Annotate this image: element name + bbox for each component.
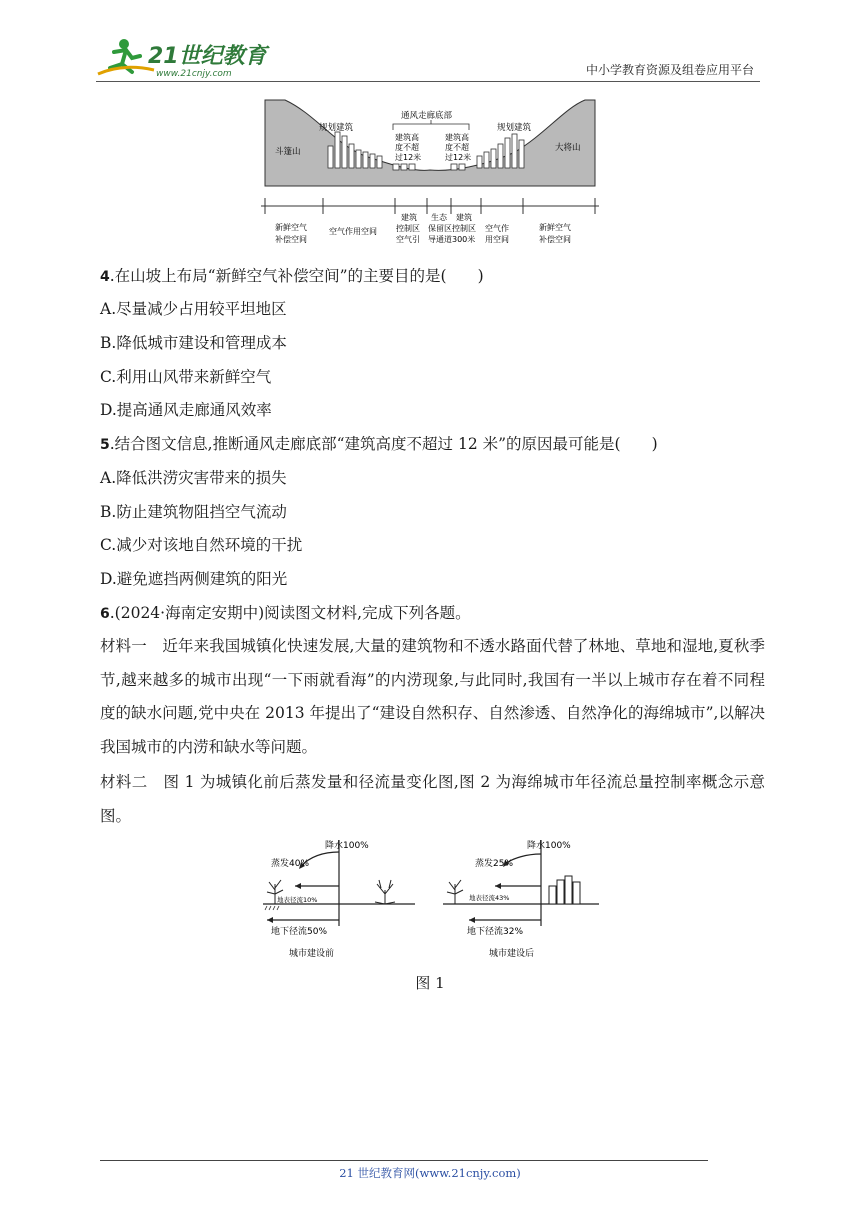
question-5-option-a: A.降低洪涝灾害带来的损失 xyxy=(100,469,287,487)
zone-3-line3: 空气引 xyxy=(396,235,420,244)
limit-left-line3: 过12米 xyxy=(395,153,422,162)
question-5-option-d: D.避免遮挡两侧建筑的阳光 xyxy=(100,570,288,588)
question-4-option-c: C.利用山风带来新鲜空气 xyxy=(100,368,272,386)
left-building-label: 规划建筑 xyxy=(319,123,354,133)
zone-5-line1: 建筑 xyxy=(456,213,472,222)
zone-6-line2: 用空间 xyxy=(485,235,509,244)
zone-1-line2: 补偿空间 xyxy=(275,235,307,244)
zone-7-line1: 新鲜空气 xyxy=(539,223,571,232)
zone-5-line2: 控制区 xyxy=(452,224,476,233)
after-label: 城市建设后 xyxy=(489,949,535,959)
before-surface: 地表径流10% xyxy=(277,896,318,904)
site-logo xyxy=(96,36,296,80)
question-5-stem: 5.结合图文信息,推断通风走廊底部“建筑高度不超过 12 米”的原因最可能是( ) xyxy=(100,435,658,453)
limit-left-line1: 建筑高 xyxy=(395,133,419,142)
after-precip: 降水100% xyxy=(527,841,571,851)
before-precip: 降水100% xyxy=(325,841,369,851)
right-mountain-label: 大将山 xyxy=(555,143,581,153)
limit-right-line2: 度不超 xyxy=(445,143,469,152)
before-panel xyxy=(263,839,415,959)
question-4-stem: 4.在山坡上布局“新鲜空气补偿空间”的主要目的是( ) xyxy=(100,267,484,285)
after-ground: 地下径流32% xyxy=(467,927,524,937)
question-4-option-b: B.降低城市建设和管理成本 xyxy=(100,334,287,352)
after-panel xyxy=(443,839,599,959)
right-building-label: 规划建筑 xyxy=(497,123,532,133)
logo-text: 21世纪教育 xyxy=(148,44,267,69)
question-4-option-a: A.尽量减少占用较平坦地区 xyxy=(100,300,287,318)
zone-6-line1: 空气作 xyxy=(485,224,509,233)
left-mountain-label: 斗篷山 xyxy=(275,147,301,157)
figure-caption: 图 1 xyxy=(415,974,445,992)
footer-divider xyxy=(100,1160,708,1161)
question-4-option-d: D.提高通风走廊通风效率 xyxy=(100,401,272,419)
before-ground: 地下径流50% xyxy=(271,927,328,937)
runner-icon xyxy=(98,39,154,74)
material-1: 材料一 近年来我国城镇化快速发展,大量的建筑物和不透水路面代替了林地、草地和湿地,夏秋季节,越来越多的城市出现“一下雨就看海”的内涝现象,与此同时,我国有一半以上城市存在着不同程度的缺水问题,党中央在 2013 年提出了“建设自然积存、自然渗透、自然净化的海绵城市”,以解决我国城市的内涝和缺水等问题。 xyxy=(100,637,765,756)
tree-icon-after xyxy=(447,880,463,904)
zone-3-line1: 建筑 xyxy=(401,213,417,222)
footer-link[interactable]: 21 世纪教育网(www.21cnjy.com) xyxy=(339,1166,521,1180)
limit-left-line2: 度不超 xyxy=(395,143,419,152)
page-header xyxy=(96,36,760,82)
header-divider xyxy=(96,81,760,82)
zone-2-line1: 空气作用空间 xyxy=(329,227,377,236)
after-surface: 地表径流43% xyxy=(469,894,510,902)
zone-4-line2: 保留区 xyxy=(428,224,452,233)
logo-url: www.21cnjy.com xyxy=(156,69,232,79)
ventilation-corridor-figure xyxy=(255,94,605,260)
before-label: 城市建设前 xyxy=(289,949,335,959)
question-6-stem: 6.(2024·海南定安期中)阅读图文材料,完成下列各题。 xyxy=(100,604,471,622)
zone-7-line2: 补偿空间 xyxy=(539,235,571,244)
zone-5-line3: 300米 xyxy=(452,235,476,244)
zone-4-line3: 导通道 xyxy=(428,235,452,244)
zone-1-line1: 新鲜空气 xyxy=(275,223,307,232)
before-evap: 蒸发40% xyxy=(271,859,310,869)
city-buildings-icon xyxy=(549,876,580,904)
corridor-title: 通风走廊底部 xyxy=(401,111,453,121)
platform-name: 中小学教育资源及组卷应用平台 xyxy=(585,63,754,77)
question-5-option-b: B.防止建筑物阻挡空气流动 xyxy=(100,503,287,521)
zone-4-line1: 生态 xyxy=(431,213,447,222)
zone-3-line2: 控制区 xyxy=(396,224,420,233)
question-5-option-c: C.减少对该地自然环境的干扰 xyxy=(100,536,303,554)
limit-right-line1: 建筑高 xyxy=(445,133,469,142)
after-evap: 蒸发25% xyxy=(475,859,514,869)
material-2: 材料二 图 1 为城镇化前后蒸发量和径流量变化图,图 2 为海绵城市年径流总量控制率概念示意图。 xyxy=(100,773,765,825)
limit-right-line3: 过12米 xyxy=(445,153,472,162)
runoff-figure xyxy=(255,834,607,964)
